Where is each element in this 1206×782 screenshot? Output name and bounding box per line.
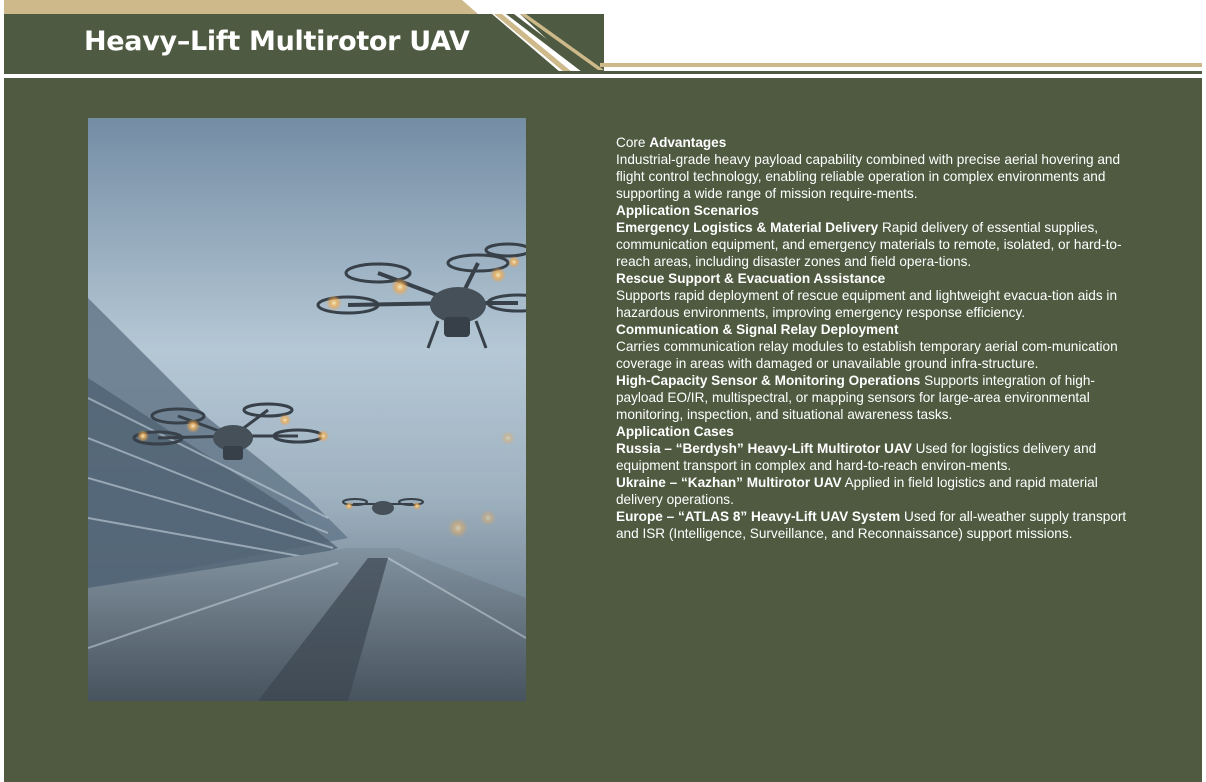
page-title: Heavy–Lift Multirotor UAV [84, 26, 470, 57]
green-rule [4, 71, 1202, 74]
core-heading: Advantages [649, 135, 727, 150]
scenarios-heading-label: Application Scenarios [616, 203, 759, 218]
page-header [0, 0, 1206, 78]
scenario-item [616, 321, 1136, 338]
drone-photo [88, 118, 526, 701]
case-item [616, 474, 1136, 508]
case-text: Used for all-weather supply transport and ISR (Intelligence, Surveillance, and Reconnaissance) support missions. [616, 509, 1127, 541]
scenario-item [616, 219, 1136, 270]
scenario-text: Supports integration of high-payload EO/IR, multispectral, or mapping sensors for large-area environmental monitoring, inspection, and situational awareness tasks. [616, 373, 1095, 422]
content-panel [4, 78, 1202, 782]
cases-heading [616, 423, 1136, 440]
scenario-text: Supports rapid deployment of rescue equipment and lightweight evacua-tion aids in hazardous environments, improving emergency response efficiency. [616, 288, 1118, 320]
case-title: Russia – “Berdysh” Heavy-Lift Multirotor UAV [616, 441, 912, 456]
case-item [616, 440, 1136, 474]
core-prefix: Core [616, 135, 650, 150]
scenario-title: Emergency Logistics & Material Delivery [616, 220, 879, 235]
core-advantages [616, 134, 1136, 151]
core-text: Industrial-grade heavy payload capability combined with precise aerial hovering and flight control technology, enabling reliable operation in complex environments and supporting a wide range of mission require-ments. [616, 152, 1121, 201]
case-text: Applied in field logistics and rapid material delivery operations. [616, 475, 1098, 507]
cases-heading-label: Application Cases [616, 424, 734, 439]
scenario-item [616, 372, 1136, 423]
case-title: Europe – “ATLAS 8” Heavy-Lift UAV System [616, 509, 901, 524]
scenarios-heading [616, 202, 1136, 219]
case-title: Ukraine – “Kazhan” Multirotor UAV [616, 475, 842, 490]
scenario-title: Rescue Support & Evacuation Assistance [616, 271, 886, 286]
case-text: Used for logistics delivery and equipment transport in complex and hard-to-reach environ-ments. [616, 441, 1097, 473]
gold-rule [600, 63, 1202, 67]
scenario-text: Rapid delivery of essential supplies, communication equipment, and emergency materials to remote, isolated, or hard-to-reach areas, including disaster zones and field opera-tions. [616, 220, 1122, 269]
case-item [616, 508, 1136, 542]
scenario-title: High-Capacity Sensor & Monitoring Operations [616, 373, 921, 388]
scenario-title: Communication & Signal Relay Deployment [616, 322, 899, 337]
description-text [616, 134, 1136, 542]
scenario-text: Carries communication relay modules to establish temporary aerial com-munication coverage in areas with damaged or unavailable ground infra-structure. [616, 339, 1118, 371]
scenario-item [616, 270, 1136, 287]
